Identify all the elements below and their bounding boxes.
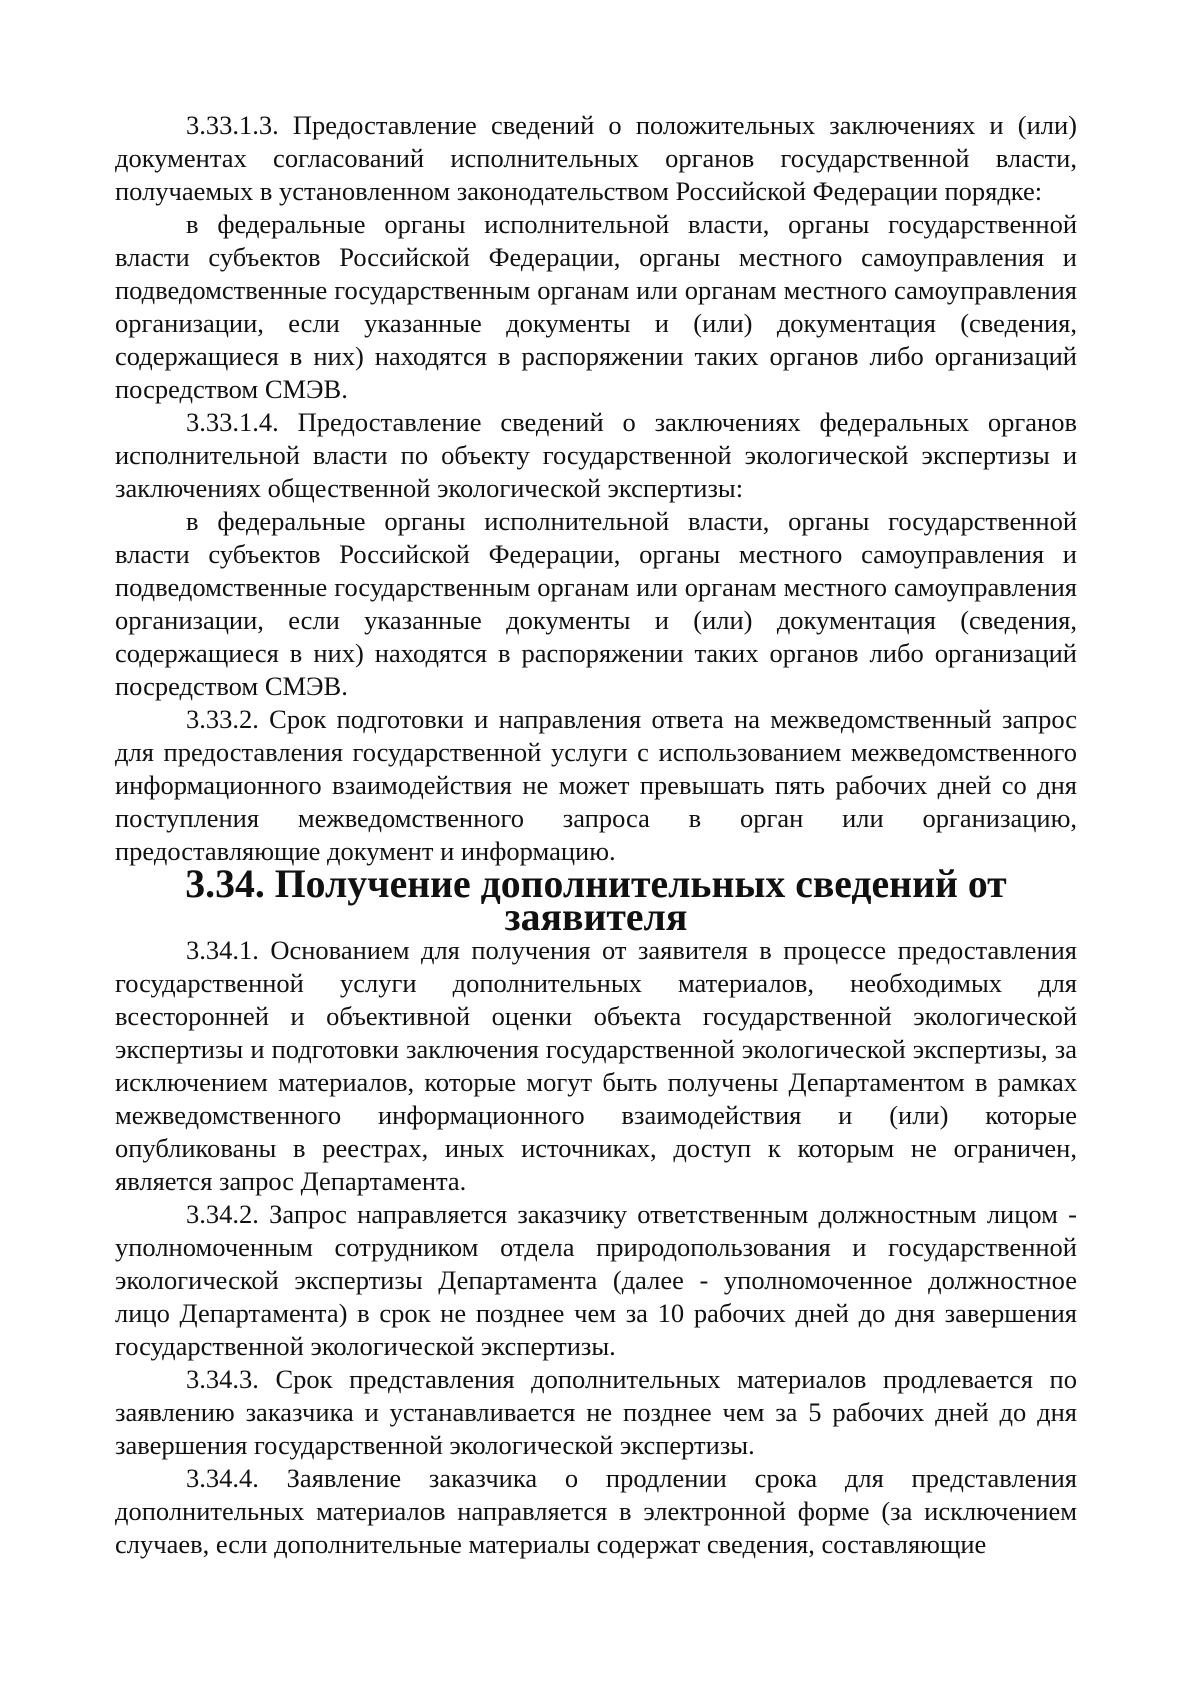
section-heading-3-34: 3.34. Получение дополнительных сведений от заявителя [185,862,1007,939]
paragraph-3-34-4: 3.34.4. Заявление заказчика о продлении срока для представления дополнительных материалов направляется в электронной форме (за исключением случаев, если дополнительные материалы содержат сведения, составляющие [115,1463,1077,1559]
paragraph-3-34-2: 3.34.2. Запрос направляется заказчику ответственным должностным лицом - уполномоченным сотрудником отдела природопользования и государственной экологической экспертизы Департамента (далее - уполномоченное должностное лицо Департамента) в срок не позднее чем за 10 рабочих дней до дня завершения государственной экологической экспертизы. [115,1199,1077,1361]
paragraph-3-33-1-3: 3.33.1.3. Предоставление сведений о положительных заключениях и (или) документах согласований исполнительных органов государственной власти, получаемых в установленном законодательством Российской Федерации порядке: [115,110,1077,206]
paragraph-3-34-3: 3.34.3. Срок представления дополнительных материалов продлевается по заявлению заказчика и устанавливается не позднее чем за 5 рабочих дней до дня завершения государственной экологической экспертизы. [115,1364,1077,1460]
paragraph-recipients-1: в федеральные органы исполнительной власти, органы государственной власти субъектов Российской Федерации, органы местного самоуправления и подведомственные государственным органам или органам местного самоуправления организации, если указанные документы и (или) документация (сведения, содержащиеся в них) находятся в распоряжении таких органов либо организаций посредством СМЭВ. [115,209,1077,404]
paragraph-3-33-1-4: 3.33.1.4. Предоставление сведений о заключениях федеральных органов исполнительной власти по объекту государственной экологической экспертизы и заключениях общественной экологической экспертизы: [115,407,1077,503]
document-page [115,109,1077,1561]
paragraph-recipients-2: в федеральные органы исполнительной власти, органы государственной власти субъектов Российской Федерации, органы местного самоуправления и подведомственные государственным органам или органам местного самоуправления организации, если указанные документы и (или) документация (сведения, содержащиеся в них) находятся в распоряжении таких органов либо организаций посредством СМЭВ. [115,506,1077,701]
paragraph-3-33-2: 3.33.2. Срок подготовки и направления ответа на межведомственный запрос для предоставления государственной услуги с использованием межведомственного информационного взаимодействия не может превышать пять рабочих дней со дня поступления межведомственного запроса в орган или организацию, предоставляющие документ и информацию. [115,704,1077,866]
paragraph-3-34-1: 3.34.1. Основанием для получения от заявителя в процессе предоставления государственной услуги дополнительных материалов, необходимых для всесторонней и объективной оценки объекта государственной экологической экспертизы и подготовки заключения государственной экологической экспертизы, за исключением материалов, которые могут быть получены Департаментом в рамках межведомственного информационного взаимодействия и (или) которые опубликованы в реестрах, иных источниках, доступ к которым не ограничен, является запрос Департамента. [115,935,1077,1196]
